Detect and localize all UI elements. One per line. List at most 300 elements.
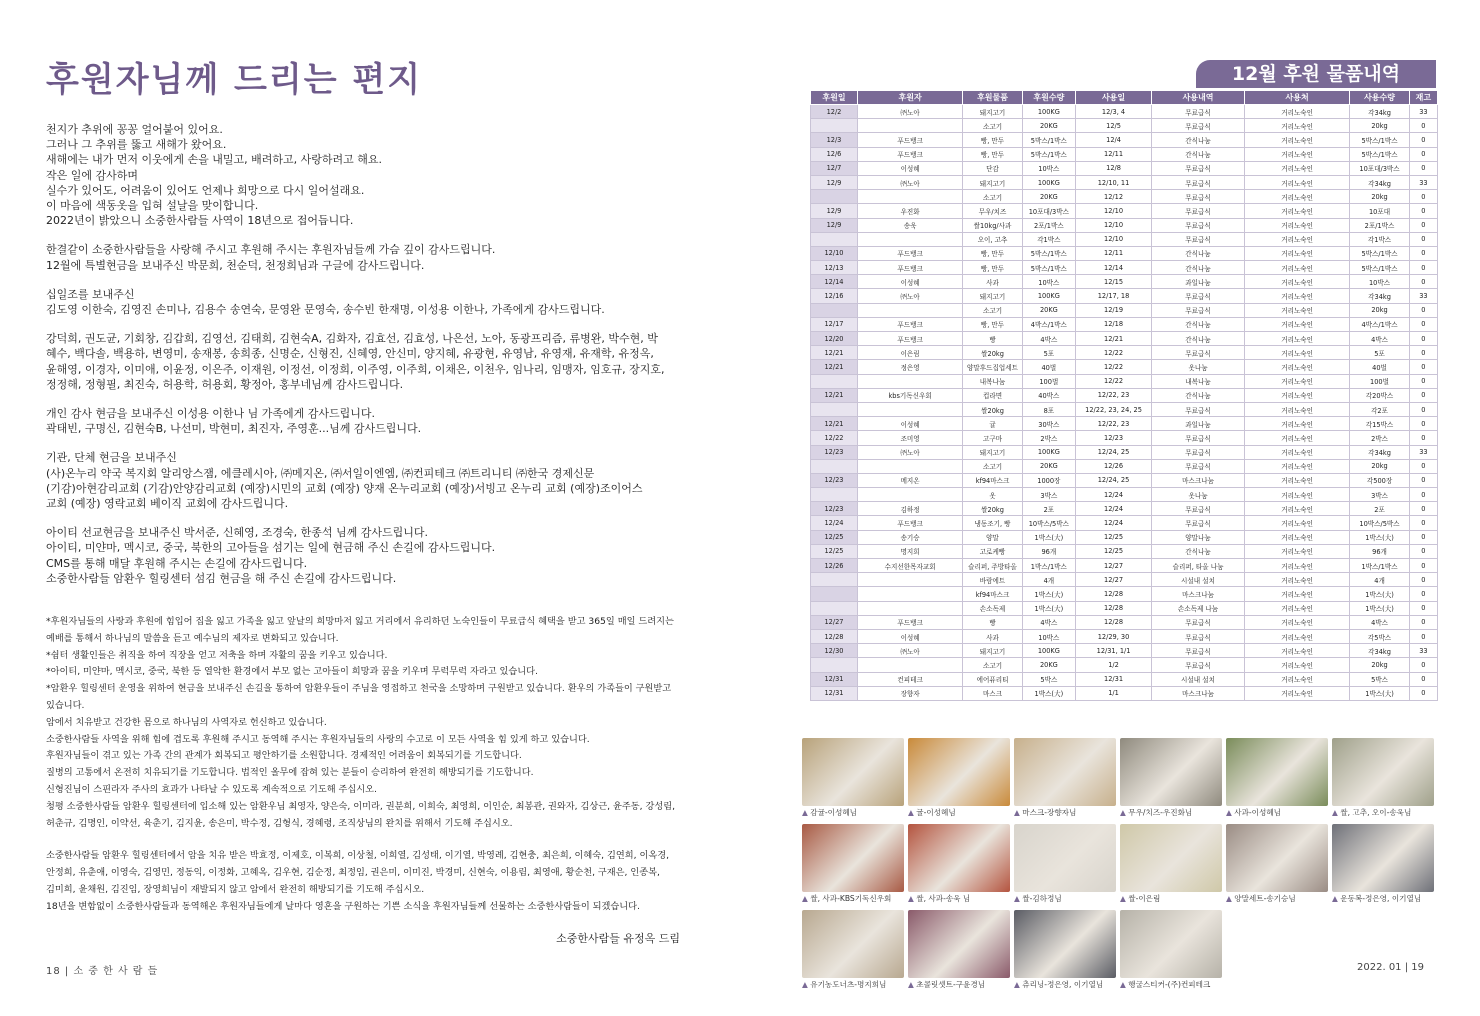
table-row: [811, 402, 1438, 416]
table-cell: 거리노숙인: [1244, 332, 1349, 346]
table-cell: 손소독제 나눔: [1152, 601, 1245, 615]
table-cell: 과일나눔: [1152, 275, 1245, 289]
table-cell: 0: [1409, 161, 1437, 175]
photo-caption-text: 쌀, 고추, 오이-송욱님: [1340, 808, 1412, 817]
table-cell: 빵, 만두: [963, 317, 1022, 331]
table-row: [811, 629, 1438, 643]
table-cell: 쌀10kg/사과: [963, 218, 1022, 232]
letter-line: 그러나 그 추위를 뚫고 새해가 왔어요.: [46, 138, 227, 152]
table-cell: 푸드뱅크: [857, 615, 962, 629]
table-cell: [811, 402, 858, 416]
table-cell: [857, 190, 962, 204]
table-cell: 5박스/1박스: [1350, 246, 1409, 260]
table-cell: 4박스: [1350, 332, 1409, 346]
table-cell: 20kg: [1350, 459, 1409, 473]
table-cell: 20kg: [1350, 190, 1409, 204]
table-cell: 돼지고기: [963, 175, 1022, 189]
note-line: 김미희, 윤채원, 김진임, 장영희님이 재발되지 않고 암에서 완전히 해방되기를 기도해 주십시오.: [46, 883, 425, 895]
table-cell: 각20박스: [1350, 388, 1409, 402]
table-cell: 3박스: [1350, 488, 1409, 502]
table-cell: 2박스: [1350, 431, 1409, 445]
table-cell: 12/25: [1075, 544, 1151, 558]
table-cell: 시설내 설치: [1152, 672, 1245, 686]
photo-caption-text: 쌀-김하정님: [1022, 894, 1062, 903]
table-cell: 거리노숙인: [1244, 686, 1349, 700]
table-row: [811, 388, 1438, 402]
table-cell: 0: [1409, 417, 1437, 431]
table-cell: 쌀20kg: [963, 502, 1022, 516]
letter-line: 이 마음에 색동옷을 입혀 설날을 맞이합니다.: [46, 199, 259, 213]
table-cell: 1박스(大): [1022, 530, 1075, 544]
table-cell: ㈜노아: [857, 445, 962, 459]
table-cell: 무료급식: [1152, 459, 1245, 473]
donation-photo: [802, 824, 904, 892]
table-cell: 슬리퍼, 주방타올: [963, 559, 1022, 573]
table-row: [811, 473, 1438, 487]
table-cell: 빵: [963, 615, 1022, 629]
table-cell: 12/10: [1075, 204, 1151, 218]
table-cell: 푸드뱅크: [857, 147, 962, 161]
donation-photo: [1332, 738, 1434, 806]
table-cell: 거리노숙인: [1244, 473, 1349, 487]
table-cell: 소고기: [963, 303, 1022, 317]
table-cell: 12/17: [811, 317, 858, 331]
triangle-icon: ▲: [1120, 894, 1129, 903]
column-header: 사용처: [1244, 91, 1349, 105]
note-line: 암에서 치유받고 건강한 몸으로 하나님의 사역자로 헌신하고 있습니다.: [46, 716, 327, 728]
letter-line: 교회 (예장) 영락교회 베이직 교회에 감사드립니다.: [46, 497, 289, 511]
table-cell: 12/9: [811, 218, 858, 232]
table-cell: [857, 658, 962, 672]
letter-paragraph: [46, 450, 706, 511]
table-cell: 5박스/1박스: [1350, 147, 1409, 161]
table-cell: 빵, 만두: [963, 261, 1022, 275]
table-cell: 내복나눔: [963, 374, 1022, 388]
photo-caption: [908, 893, 1010, 904]
table-cell: 무료급식: [1152, 445, 1245, 459]
letter-paragraph: [46, 242, 706, 272]
table-row: [811, 544, 1438, 558]
table-cell: 거리노숙인: [1244, 615, 1349, 629]
table-cell: 무료급식: [1152, 175, 1245, 189]
table-cell: 12/29, 30: [1075, 629, 1151, 643]
triangle-icon: ▲: [1120, 980, 1129, 989]
table-cell: 0: [1409, 488, 1437, 502]
letter-line: 혜수, 백다솔, 백용하, 변영미, 송재봉, 송희종, 신명순, 신형진, 신혜영, 안신미, 양지혜, 유광현, 유영남, 유영재, 유재학, 유정옥,: [46, 347, 654, 361]
table-cell: 간식나눔: [1152, 133, 1245, 147]
table-cell: 5박스/1박스: [1022, 261, 1075, 275]
table-cell: 귤: [963, 417, 1022, 431]
table-row: [811, 658, 1438, 672]
triangle-icon: ▲: [1014, 808, 1023, 817]
table-cell: 옷나눔: [1152, 488, 1245, 502]
table-cell: 12/11: [1075, 246, 1151, 260]
photo-caption: [1332, 807, 1434, 818]
photo-caption: [1120, 893, 1222, 904]
photo-caption-text: 초콜릿셋트-구윤경님: [916, 980, 986, 989]
table-cell: 거리노숙인: [1244, 204, 1349, 218]
table-cell: 시설내 설치: [1152, 573, 1245, 587]
table-cell: 40벌: [1350, 360, 1409, 374]
table-cell: 12/22: [811, 431, 858, 445]
table-cell: 20kg: [1350, 658, 1409, 672]
table-cell: 송욱: [857, 218, 962, 232]
table-cell: 12/25: [811, 544, 858, 558]
table-cell: kf94마스크: [963, 473, 1022, 487]
table-cell: 12/25: [1075, 530, 1151, 544]
table-cell: 30박스: [1022, 417, 1075, 431]
photo-caption-text: 행굴스티커-(주)컨피테크: [1128, 980, 1211, 989]
table-cell: 20KG: [1022, 303, 1075, 317]
table-cell: 소고기: [963, 658, 1022, 672]
table-cell: [811, 232, 858, 246]
table-row: [811, 346, 1438, 360]
table-cell: 0: [1409, 332, 1437, 346]
table-cell: 각34kg: [1350, 445, 1409, 459]
photo-caption-text: 사과-이성혜님: [1234, 808, 1282, 817]
table-cell: 거리노숙인: [1244, 232, 1349, 246]
table-cell: 이성혜: [857, 275, 962, 289]
table-cell: 단감: [963, 161, 1022, 175]
table-cell: 12/24: [1075, 516, 1151, 530]
letter-line: (사)온누리 약국 복지회 알리앙스잼, 에클레시아, ㈜메지온, ㈜서일이엔엠, ㈜컨피테크 ㈜트리니티 ㈜한국 경제신문: [46, 466, 595, 480]
photo-caption-text: 쌀, 사과-송욱 님: [916, 894, 971, 903]
table-cell: 12/21: [811, 346, 858, 360]
table-cell: 무료급식: [1152, 303, 1245, 317]
table-cell: 100KG: [1022, 105, 1075, 119]
column-header: 후원수량: [1022, 91, 1075, 105]
table-cell: 10포대/3박스: [1350, 161, 1409, 175]
table-row: [811, 190, 1438, 204]
photo-caption: [1120, 807, 1222, 818]
table-cell: 무료급식: [1152, 516, 1245, 530]
table-cell: 10박스: [1022, 629, 1075, 643]
table-cell: ㈜노아: [857, 105, 962, 119]
table-cell: [857, 459, 962, 473]
table-cell: 각34kg: [1350, 644, 1409, 658]
table-cell: 1박스(大): [1022, 587, 1075, 601]
table-cell: 고로케빵: [963, 544, 1022, 558]
table-cell: 명지희: [857, 544, 962, 558]
letter-line: 아이티, 미얀마, 멕시코, 중국, 북한의 고아들을 섬기는 일에 현금해 주신 손길에 감사드립니다.: [46, 541, 496, 555]
table-cell: 돼지고기: [963, 644, 1022, 658]
table-cell: 무료급식: [1152, 629, 1245, 643]
table-header-row: [811, 91, 1438, 105]
table-cell: 12/28: [1075, 587, 1151, 601]
donation-table: [810, 90, 1438, 701]
photo-caption-text: 유기농도너츠-명지희님: [810, 980, 887, 989]
table-cell: 12/23: [1075, 431, 1151, 445]
note-line: *쉼터 생활인들은 취직을 하여 직장을 얻고 저축을 하며 자활의 꿈을 키우고 있습니다.: [46, 649, 388, 661]
note-line: 청평 소중한사람들 암환우 힐링센터에 입소해 있는 암환우님 최영자, 양은숙, 이미라, 권분희, 이희숙, 최영희, 이인순, 최봉관, 권와자, 김상근, 윤주동, 강성림,: [46, 800, 675, 812]
photo-caption-text: 쌀-이은림: [1128, 894, 1161, 903]
table-cell: ㈜노아: [857, 289, 962, 303]
table-cell: 오이, 고추: [963, 232, 1022, 246]
table-cell: 5박스/1박스: [1022, 246, 1075, 260]
table-cell: 5박스: [1022, 672, 1075, 686]
table-cell: 33: [1409, 175, 1437, 189]
table-row: [811, 289, 1438, 303]
table-row: [811, 232, 1438, 246]
table-cell: 간식나눔: [1152, 388, 1245, 402]
table-cell: 2포/1박스: [1022, 218, 1075, 232]
letter-line: 김도영 이한숙, 김영진 손미나, 김용수 송연숙, 문영완 문영숙, 송수빈 한재명, 이성용 이한나, 가족에게 감사드립니다.: [46, 303, 605, 317]
table-cell: 간식나눔: [1152, 246, 1245, 260]
table-cell: 5포: [1022, 346, 1075, 360]
table-cell: 거리노숙인: [1244, 275, 1349, 289]
photo-item: [1332, 738, 1434, 820]
table-cell: 무료급식: [1152, 289, 1245, 303]
table-cell: 양말후드집업세트: [963, 360, 1022, 374]
table-cell: 20kg: [1350, 303, 1409, 317]
note-line: 신형진님이 스핀라자 주사의 효과가 나타날 수 있도록 계속적으로 기도해 주십시오.: [46, 783, 377, 795]
table-row: [811, 303, 1438, 317]
table-cell: ㈜노아: [857, 175, 962, 189]
table-cell: 5박스/1박스: [1350, 261, 1409, 275]
letter-line: 기관, 단체 현금을 보내주신: [46, 451, 177, 465]
table-cell: 냉동조기, 빵: [963, 516, 1022, 530]
note-line: 안정희, 유춘애, 이영숙, 김영민, 정동익, 이정화, 고혜옥, 김우현, 김순정, 최정임, 권은미, 이미진, 박경미, 신현숙, 이용림, 최영애, 황순천, 구재은, 인종복,: [46, 867, 660, 879]
photo-item: [1120, 910, 1222, 992]
table-cell: 소고기: [963, 119, 1022, 133]
table-cell: 0: [1409, 402, 1437, 416]
table-cell: 12/19: [1075, 303, 1151, 317]
table-cell: 간식나눔: [1152, 544, 1245, 558]
table-cell: 거리노숙인: [1244, 218, 1349, 232]
table-cell: 거리노숙인: [1244, 119, 1349, 133]
table-cell: 12/26: [1075, 459, 1151, 473]
table-cell: 무우/치즈: [963, 204, 1022, 218]
table-cell: 거리노숙인: [1244, 530, 1349, 544]
photo-item: [908, 824, 1010, 906]
donation-photo: [908, 738, 1010, 806]
donation-photo: [1014, 738, 1116, 806]
triangle-icon: ▲: [1120, 808, 1129, 817]
table-cell: 2포/1박스: [1350, 218, 1409, 232]
table-cell: 무료급식: [1152, 658, 1245, 672]
table-cell: 100KG: [1022, 445, 1075, 459]
photo-item: [1014, 910, 1116, 992]
table-cell: 4박스: [1022, 332, 1075, 346]
table-cell: 거리노숙인: [1244, 502, 1349, 516]
table-cell: 거리노숙인: [1244, 459, 1349, 473]
table-cell: 이성혜: [857, 161, 962, 175]
signature: 소중한사람들 유정옥 드림: [556, 932, 680, 945]
letter-line: 곽태빈, 구명신, 김현숙B, 나선미, 박현미, 최진자, 주영훈...님께 감사드립니다.: [46, 422, 422, 436]
table-cell: 12/27: [1075, 559, 1151, 573]
table-row: [811, 133, 1438, 147]
note-line: *아이티, 미얀마, 멕시코, 중국, 북한 등 열악한 환경에서 부모 없는 고아들이 희망과 꿈을 키우며 무럭무럭 자라고 있습니다.: [46, 666, 538, 678]
table-cell: 무료급식: [1152, 119, 1245, 133]
table-cell: 무료급식: [1152, 105, 1245, 119]
table-cell: 10박스/5박스: [1350, 516, 1409, 530]
table-row: [811, 502, 1438, 516]
table-cell: 소고기: [963, 459, 1022, 473]
letter-line: 십일조를 보내주신: [46, 287, 135, 301]
table-cell: 12/8: [1075, 161, 1151, 175]
table-cell: 1/1: [1075, 686, 1151, 700]
table-cell: 12/28: [1075, 601, 1151, 615]
triangle-icon: ▲: [802, 980, 811, 989]
table-cell: [857, 601, 962, 615]
table-cell: 0: [1409, 133, 1437, 147]
triangle-icon: ▲: [1014, 894, 1023, 903]
page-number-right: 2022. 01 | 19: [1357, 962, 1424, 973]
table-cell: 이성혜: [857, 417, 962, 431]
table-cell: 거리노숙인: [1244, 587, 1349, 601]
table-cell: 0: [1409, 459, 1437, 473]
table-cell: 20kg: [1350, 119, 1409, 133]
table-cell: 바람에트: [963, 573, 1022, 587]
table-row: [811, 459, 1438, 473]
table-cell: [811, 601, 858, 615]
letter-body: [46, 122, 706, 600]
table-cell: 무료급식: [1152, 644, 1245, 658]
table-cell: 1박스(大): [1350, 530, 1409, 544]
table-cell: 0: [1409, 147, 1437, 161]
table-row: [811, 204, 1438, 218]
table-row: [811, 530, 1438, 544]
table-cell: 12/21: [1075, 332, 1151, 346]
letter-paragraph: [46, 331, 706, 392]
letter-line: 한결같이 소중한사람들을 사랑해 주시고 후원해 주시는 후원자님들께 가슴 깊이 감사드립니다.: [46, 243, 496, 257]
table-cell: 12/22: [1075, 346, 1151, 360]
note-line: 소중한사람들 사역을 위해 힘에 겹도록 후원해 주시고 동역해 주시는 후원자님들의 사랑의 수고로 이 모든 사역을 힘 있게 하고 있습니다.: [46, 733, 590, 745]
letter-paragraph: [46, 287, 706, 317]
table-cell: 각15박스: [1350, 417, 1409, 431]
table-cell: 거리노숙인: [1244, 374, 1349, 388]
table-cell: 0: [1409, 601, 1437, 615]
note-line: 질병의 고통에서 온전히 치유되기를 기도합니다. 법적인 올무에 잡혀 있는 분들이 승리하여 완전히 해방되기를 기도합니다.: [46, 767, 534, 779]
triangle-icon: ▲: [908, 808, 917, 817]
donation-photo: [1226, 738, 1328, 806]
table-cell: 12/2: [811, 105, 858, 119]
table-cell: 송기승: [857, 530, 962, 544]
table-cell: 12/24: [811, 516, 858, 530]
triangle-icon: ▲: [1226, 808, 1235, 817]
donation-photo: [1120, 910, 1222, 978]
table-cell: 4개: [1022, 573, 1075, 587]
table-cell: 1박스(大): [1350, 587, 1409, 601]
table-cell: 12/10: [1075, 218, 1151, 232]
table-cell: 조미영: [857, 431, 962, 445]
table-cell: 거리노숙인: [1244, 559, 1349, 573]
table-row: [811, 488, 1438, 502]
donation-photo: [1332, 824, 1434, 892]
table-cell: 무료급식: [1152, 161, 1245, 175]
photo-caption: [1014, 807, 1116, 818]
letter-line: 정정해, 정형필, 최진숙, 허용학, 허용회, 황정아, 홍부네님께 감사드립니다.: [46, 377, 404, 391]
photo-item: [1120, 738, 1222, 820]
table-cell: 거리노숙인: [1244, 644, 1349, 658]
table-cell: 0: [1409, 303, 1437, 317]
table-cell: 0: [1409, 246, 1437, 260]
photo-caption-text: 마스크-장향자님: [1022, 808, 1077, 817]
table-cell: 거리노숙인: [1244, 161, 1349, 175]
table-cell: 10박스/5박스: [1022, 516, 1075, 530]
table-cell: 12/21: [811, 360, 858, 374]
photo-caption: [1120, 979, 1222, 990]
table-row: [811, 672, 1438, 686]
table-cell: [857, 119, 962, 133]
table-cell: 1박스(大): [1022, 601, 1075, 615]
photo-item: [908, 910, 1010, 992]
table-cell: 거리노숙인: [1244, 105, 1349, 119]
photo-item: [1120, 824, 1222, 906]
table-cell: 0: [1409, 686, 1437, 700]
table-cell: 12/4: [1075, 133, 1151, 147]
table-cell: 12/3: [811, 133, 858, 147]
table-cell: 4박스: [1350, 615, 1409, 629]
table-cell: 100KG: [1022, 175, 1075, 189]
photo-item: [1226, 738, 1328, 820]
table-cell: 12/10: [1075, 232, 1151, 246]
donation-list-header: 12월 후원 물품내역: [1196, 60, 1436, 88]
table-cell: 0: [1409, 232, 1437, 246]
table-cell: 33: [1409, 105, 1437, 119]
table-cell: 12/24, 25: [1075, 473, 1151, 487]
table-cell: 각2포: [1350, 402, 1409, 416]
table-cell: 12/21: [811, 388, 858, 402]
table-cell: 12/3, 4: [1075, 105, 1151, 119]
photo-caption: [1014, 893, 1116, 904]
table-cell: [857, 402, 962, 416]
table-cell: 1박스(大): [1350, 686, 1409, 700]
table-cell: 무료급식: [1152, 190, 1245, 204]
table-row: [811, 332, 1438, 346]
column-header: 후원물품: [963, 91, 1022, 105]
table-cell: 거리노숙인: [1244, 417, 1349, 431]
donation-photo: [908, 910, 1010, 978]
letter-line: 소중한사람들 암환우 힐링센터 섬김 현금을 해 주신 손길에 감사드립니다.: [46, 571, 397, 585]
table-cell: 12/18: [1075, 317, 1151, 331]
table-row: [811, 587, 1438, 601]
table-cell: 10박스: [1350, 275, 1409, 289]
table-cell: 슬리퍼, 타올 나눔: [1152, 559, 1245, 573]
column-header: 재고: [1409, 91, 1437, 105]
table-cell: 1박스/1박스: [1022, 559, 1075, 573]
table-cell: 빵, 만두: [963, 147, 1022, 161]
table-cell: 12/27: [811, 615, 858, 629]
photo-caption-text: 무우/치즈-우진화님: [1128, 808, 1193, 817]
table-cell: 20KG: [1022, 459, 1075, 473]
notes-body: [46, 614, 710, 916]
table-row: [811, 360, 1438, 374]
table-cell: [857, 488, 962, 502]
page-number-left: 18 | 소 중 한 사 람 들: [46, 966, 159, 977]
table-cell: 12/25: [811, 530, 858, 544]
table-cell: 8포: [1022, 402, 1075, 416]
photo-item: [1332, 824, 1434, 906]
table-cell: 0: [1409, 473, 1437, 487]
donation-photo: [1014, 824, 1116, 892]
table-cell: 40박스: [1022, 388, 1075, 402]
table-cell: 거리노숙인: [1244, 672, 1349, 686]
table-cell: [811, 459, 858, 473]
table-cell: 정은영: [857, 360, 962, 374]
table-cell: 수지선한목자교회: [857, 559, 962, 573]
table-cell: 거리노숙인: [1244, 175, 1349, 189]
table-cell: 거리노숙인: [1244, 629, 1349, 643]
table-cell: 5박스/1박스: [1022, 133, 1075, 147]
table-cell: 4개: [1350, 573, 1409, 587]
table-cell: 거리노숙인: [1244, 261, 1349, 275]
table-cell: 0: [1409, 275, 1437, 289]
table-cell: 무료급식: [1152, 232, 1245, 246]
letter-line: 12월에 특별현금을 보내주신 박문희, 천순덕, 천정희님과 구글에 감사드립니다.: [46, 258, 425, 272]
table-row: [811, 445, 1438, 459]
photo-caption: [802, 893, 904, 904]
